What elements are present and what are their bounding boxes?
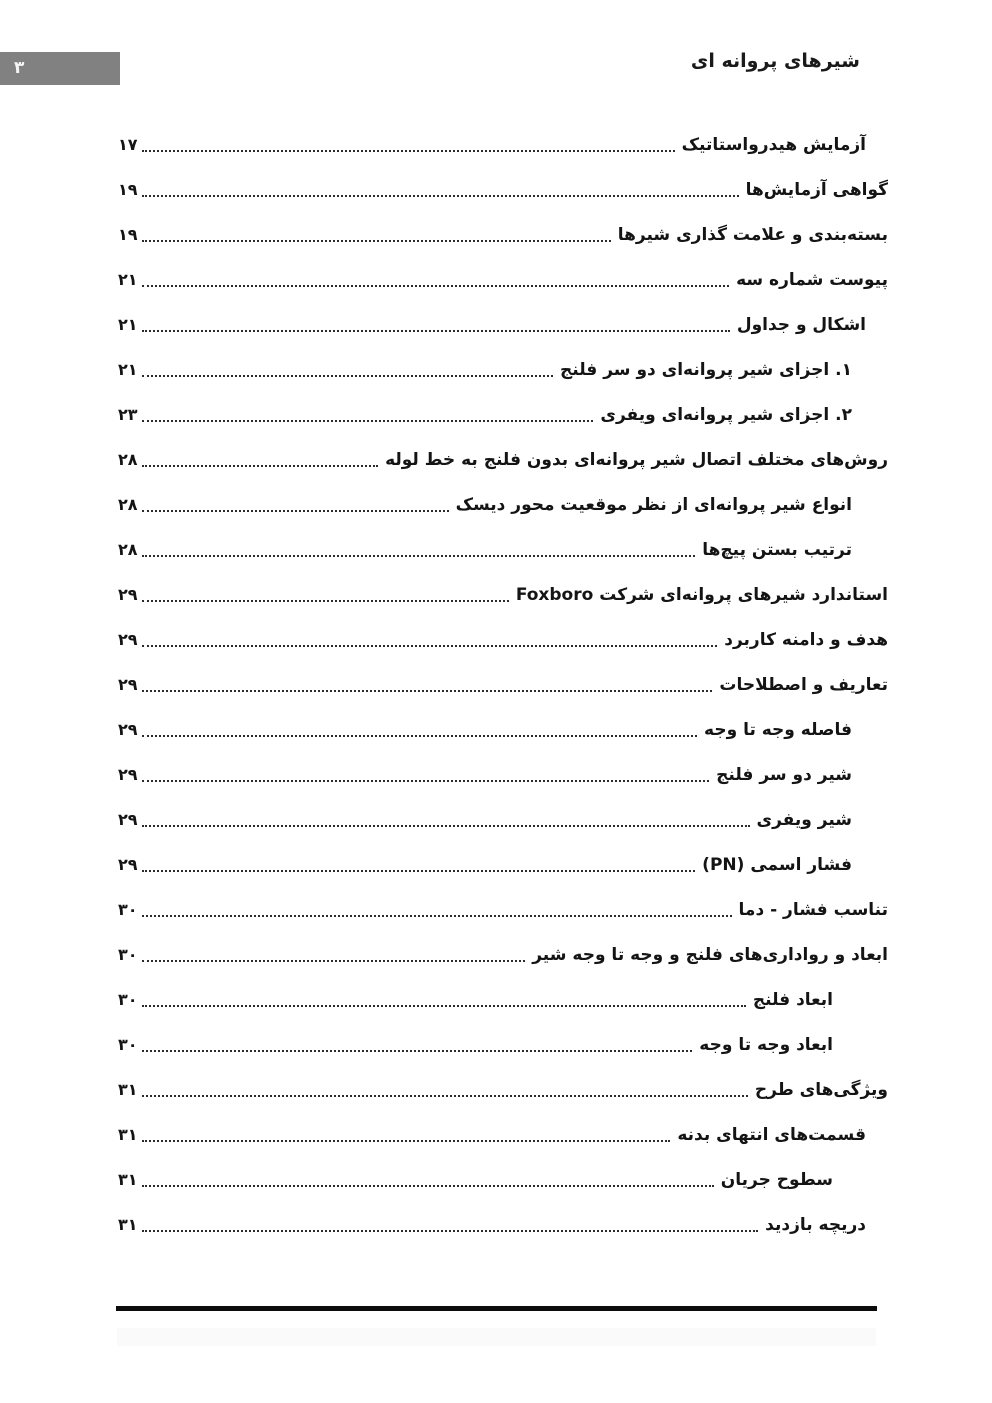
toc-entry-title: گواهی آزمایش‌ها: [745, 179, 888, 200]
toc-entry-title: سطوح جریان: [720, 1169, 833, 1190]
toc-entry-page-number: ۲۹: [118, 630, 138, 649]
toc-entry[interactable]: [118, 212, 888, 257]
toc-entry-page-number: ۳۱: [118, 1215, 138, 1234]
toc-leader-dots: [142, 825, 750, 827]
toc-entry-page-number: ۲۹: [118, 720, 138, 739]
toc-entry-title: ویژگی‌های طرح: [754, 1079, 888, 1100]
toc-entry[interactable]: [118, 347, 888, 392]
toc-entry-title: فاصله وجه تا وجه: [704, 719, 852, 740]
toc-entry[interactable]: [118, 932, 888, 977]
toc-leader-dots: [142, 600, 509, 602]
toc-entry-title: بسته‌بندی و علامت گذاری شیرها: [617, 224, 888, 245]
toc-entry-page-number: ۳۰: [118, 900, 138, 919]
toc-leader-dots: [142, 1230, 759, 1232]
toc-entry-page-number: ۳۰: [118, 1035, 138, 1054]
toc-entry-page-number: ۳۱: [118, 1080, 138, 1099]
table-of-contents: [118, 122, 888, 1247]
toc-entry[interactable]: [118, 887, 888, 932]
toc-entry-title: فشار اسمی (PN): [702, 854, 852, 875]
toc-leader-dots: [142, 915, 732, 917]
toc-entry[interactable]: [118, 482, 888, 527]
toc-entry-title: تعاریف و اصطلاحات: [719, 674, 888, 695]
toc-leader-dots: [142, 1095, 748, 1097]
toc-entry[interactable]: [118, 122, 888, 167]
toc-entry[interactable]: [118, 977, 888, 1022]
toc-entry-title: قسمت‌های انتهای بدنه: [677, 1124, 866, 1145]
toc-entry-title: شیر دو سر فلنج: [716, 764, 852, 785]
toc-entry-page-number: ۲۹: [118, 675, 138, 694]
toc-leader-dots: [142, 420, 594, 422]
toc-leader-dots: [142, 510, 449, 512]
toc-leader-dots: [142, 240, 611, 242]
toc-leader-dots: [142, 375, 554, 377]
toc-leader-dots: [142, 1050, 693, 1052]
toc-entry-page-number: ۱۹: [118, 180, 138, 199]
toc-entry-title: روش‌های مختلف اتصال شیر پروانه‌ای بدون فلنج به خط لوله: [385, 449, 888, 470]
toc-entry-title: آزمایش هیدرواستاتیک: [681, 134, 866, 155]
toc-leader-dots: [142, 555, 696, 557]
toc-entry[interactable]: [118, 257, 888, 302]
toc-entry-page-number: ۲۹: [118, 765, 138, 784]
toc-entry-page-number: ۳۱: [118, 1170, 138, 1189]
toc-entry-title: استاندارد شیرهای پروانه‌ای شرکت Foxboro: [515, 584, 888, 605]
toc-entry[interactable]: [118, 662, 888, 707]
toc-entry-page-number: ۲۳: [118, 405, 138, 424]
toc-entry-page-number: ۱۹: [118, 225, 138, 244]
toc-entry-page-number: ۳۰: [118, 945, 138, 964]
toc-leader-dots: [142, 870, 696, 872]
toc-leader-dots: [142, 330, 730, 332]
toc-entry-page-number: ۲۱: [118, 360, 138, 379]
header-title: شیرهای پروانه ای: [690, 50, 860, 72]
toc-entry[interactable]: [118, 527, 888, 572]
toc-entry-title: اشکال و جداول: [736, 314, 866, 335]
toc-leader-dots: [142, 645, 718, 647]
toc-entry[interactable]: [118, 167, 888, 212]
toc-entry[interactable]: [118, 437, 888, 482]
toc-entry[interactable]: [118, 752, 888, 797]
toc-entry[interactable]: [118, 1112, 888, 1157]
toc-leader-dots: [142, 780, 710, 782]
toc-entry-title: تناسب فشار - دما: [738, 899, 888, 920]
toc-leader-dots: [142, 1140, 671, 1142]
toc-entry[interactable]: [118, 617, 888, 662]
toc-entry-title: ابعاد وجه تا وجه: [699, 1034, 833, 1055]
toc-entry-page-number: ۲۱: [118, 270, 138, 289]
toc-entry-title: ابعاد و رواداری‌های فلنج و وجه تا وجه شیر: [532, 944, 888, 965]
toc-entry-page-number: ۲۸: [118, 450, 138, 469]
toc-leader-dots: [142, 735, 697, 737]
toc-entry-title: دریچه بازدید: [765, 1214, 866, 1235]
toc-entry-title: ابعاد فلنج: [752, 989, 833, 1010]
toc-entry[interactable]: [118, 1202, 888, 1247]
toc-entry-page-number: ۲۹: [118, 810, 138, 829]
toc-leader-dots: [142, 960, 526, 962]
toc-entry-page-number: ۳۰: [118, 990, 138, 1009]
toc-entry-title: ۲. اجزای شیر پروانه‌ای ویفری: [600, 404, 852, 425]
toc-entry-page-number: ۲۸: [118, 495, 138, 514]
toc-leader-dots: [142, 1005, 746, 1007]
toc-entry[interactable]: [118, 1067, 888, 1112]
toc-entry[interactable]: [118, 1022, 888, 1067]
toc-entry-title: ۱. اجزای شیر پروانه‌ای دو سر فلنج: [560, 359, 852, 380]
toc-entry-title: شیر ویفری: [756, 809, 852, 830]
toc-entry[interactable]: [118, 572, 888, 617]
toc-entry-page-number: ۲۹: [118, 855, 138, 874]
toc-entry[interactable]: [118, 842, 888, 887]
toc-entry[interactable]: [118, 392, 888, 437]
toc-entry-page-number: ۲۸: [118, 540, 138, 559]
page-number-box: [0, 52, 120, 85]
toc-entry[interactable]: [118, 797, 888, 842]
toc-entry-page-number: ۲۱: [118, 315, 138, 334]
toc-entry-title: هدف و دامنه کاربرد: [724, 629, 888, 650]
page-number: ۳: [14, 58, 25, 78]
toc-entry[interactable]: [118, 707, 888, 752]
toc-leader-dots: [142, 195, 739, 197]
toc-leader-dots: [142, 690, 713, 692]
footer-band: [117, 1328, 876, 1346]
toc-entry-page-number: ۲۹: [118, 585, 138, 604]
toc-entry-title: پیوست شماره سه: [736, 269, 888, 290]
toc-entry-title: انواع شیر پروانه‌ای از نظر موقعیت محور دیسک: [455, 494, 852, 515]
toc-entry[interactable]: [118, 302, 888, 347]
toc-leader-dots: [142, 1185, 714, 1187]
toc-entry-page-number: ۳۱: [118, 1125, 138, 1144]
toc-entry-page-number: ۱۷: [118, 135, 138, 154]
toc-leader-dots: [142, 465, 379, 467]
toc-entry[interactable]: [118, 1157, 888, 1202]
footer-rule: [116, 1306, 877, 1311]
toc-entry-title: ترتیب بستن پیچ‌ها: [702, 539, 852, 560]
toc-leader-dots: [142, 150, 675, 152]
toc-leader-dots: [142, 285, 730, 287]
